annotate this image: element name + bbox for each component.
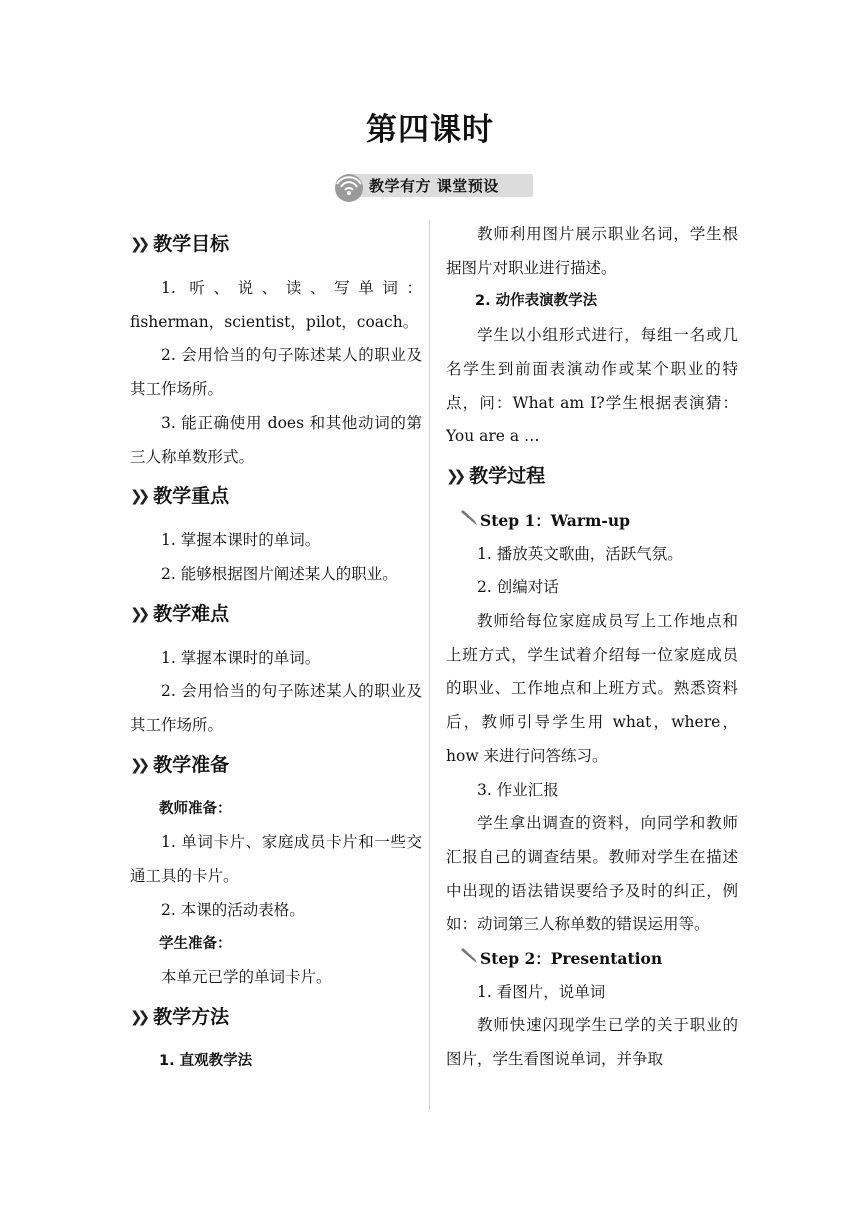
method-description: 教师利用图片展示职业名词，学生根据图片对职业进行描述。	[446, 225, 738, 277]
section-heading-difficult	[130, 602, 422, 626]
student-prep-label: 学生准备：	[159, 935, 232, 952]
goal-item: 1. 听、说、读、写单词：fisherman，scientist，pilot，coach。	[130, 279, 422, 331]
section-banner	[327, 164, 535, 202]
banner-text: 教学有方 课堂预设	[369, 177, 499, 195]
teacher-prep-label: 教师准备：	[159, 800, 232, 817]
step-item: 教师给每位家庭成员写上工作地点和上班方式，学生试着介绍每一位家庭成员的职业、工作地点和上班方式。熟悉资料后，教师引导学生用 what，where，how 来进行问答练习。	[446, 612, 738, 765]
key-item: 2. 能够根据图片阐述某人的职业。	[161, 564, 398, 583]
heading-text: 教学重点	[153, 485, 230, 508]
signal-icon	[327, 164, 371, 202]
goal-item: 2. 会用恰当的句子陈述某人的职业及其工作场所。	[130, 346, 422, 399]
pencil-icon	[460, 510, 478, 526]
heading-text: 教学难点	[153, 602, 230, 625]
column-divider	[429, 220, 430, 1110]
heading-text: 教学过程	[469, 464, 546, 487]
section-heading-methods	[130, 1005, 422, 1029]
goal-item: 3. 能正确使用 does 和其他动词的第三人称单数形式。	[130, 413, 422, 466]
section-heading-prep	[130, 753, 422, 777]
step-item: 学生拿出调查的资料，向同学和教师汇报自己的调查结果。教师对学生在描述中出现的语法错误要给予及时的纠正，例如：动词第三人称单数的错误运用等。	[446, 814, 738, 934]
method-title: 2. 动作表演教学法	[475, 293, 598, 310]
section-heading-goals	[130, 232, 422, 256]
heading-text: 教学目标	[153, 233, 230, 255]
step-label: Step 1：Warm-up	[480, 510, 630, 530]
difficult-item: 1. 掌握本课时的单词。	[161, 648, 321, 667]
step-item: 教师快速闪现学生已学的关于职业的图片，学生看图说单词，并争取	[446, 1016, 738, 1069]
step-heading	[446, 504, 738, 538]
page-title: 第四课时	[366, 112, 494, 148]
teacher-prep-item: 1. 单词卡片、家庭成员卡片和一些交通工具的卡片。	[130, 833, 422, 886]
chevron-icon: ❯❯	[130, 235, 146, 253]
chevron-icon: ❯❯	[130, 1007, 146, 1026]
student-prep-item: 本单元已学的单词卡片。	[161, 968, 332, 987]
key-item: 1. 掌握本课时的单词。	[161, 531, 321, 550]
method-description: 学生以小组形式进行，每组一名或几名学生到前面表演动作或某个职业的特点，问：What am I?学生根据表演猜：You are a …	[446, 326, 738, 446]
section-heading-key	[130, 484, 422, 508]
left-column	[130, 222, 422, 1079]
step-item: 3. 作业汇报	[477, 780, 559, 799]
heading-text: 教学方法	[153, 1005, 230, 1028]
heading-text: 教学准备	[153, 753, 230, 776]
chevron-icon: ❯❯	[130, 604, 146, 623]
section-heading-process	[446, 464, 738, 488]
right-column	[446, 218, 738, 1077]
chevron-icon: ❯❯	[130, 487, 146, 506]
step-heading	[446, 942, 738, 976]
method-title: 1. 直观教学法	[159, 1052, 253, 1069]
teacher-prep-item: 2. 本课的活动表格。	[161, 900, 305, 919]
step-item: 1. 看图片，说单词	[477, 982, 606, 1001]
pencil-icon	[460, 948, 478, 964]
step-item: 1. 播放英文歌曲，活跃气氛。	[477, 544, 683, 563]
difficult-item: 2. 会用恰当的句子陈述某人的职业及其工作场所。	[130, 682, 422, 735]
step-label: Step 2：Presentation	[480, 949, 663, 969]
step-item: 2. 创编对话	[477, 578, 559, 597]
chevron-icon: ❯❯	[446, 466, 462, 485]
chevron-icon: ❯❯	[130, 755, 146, 774]
